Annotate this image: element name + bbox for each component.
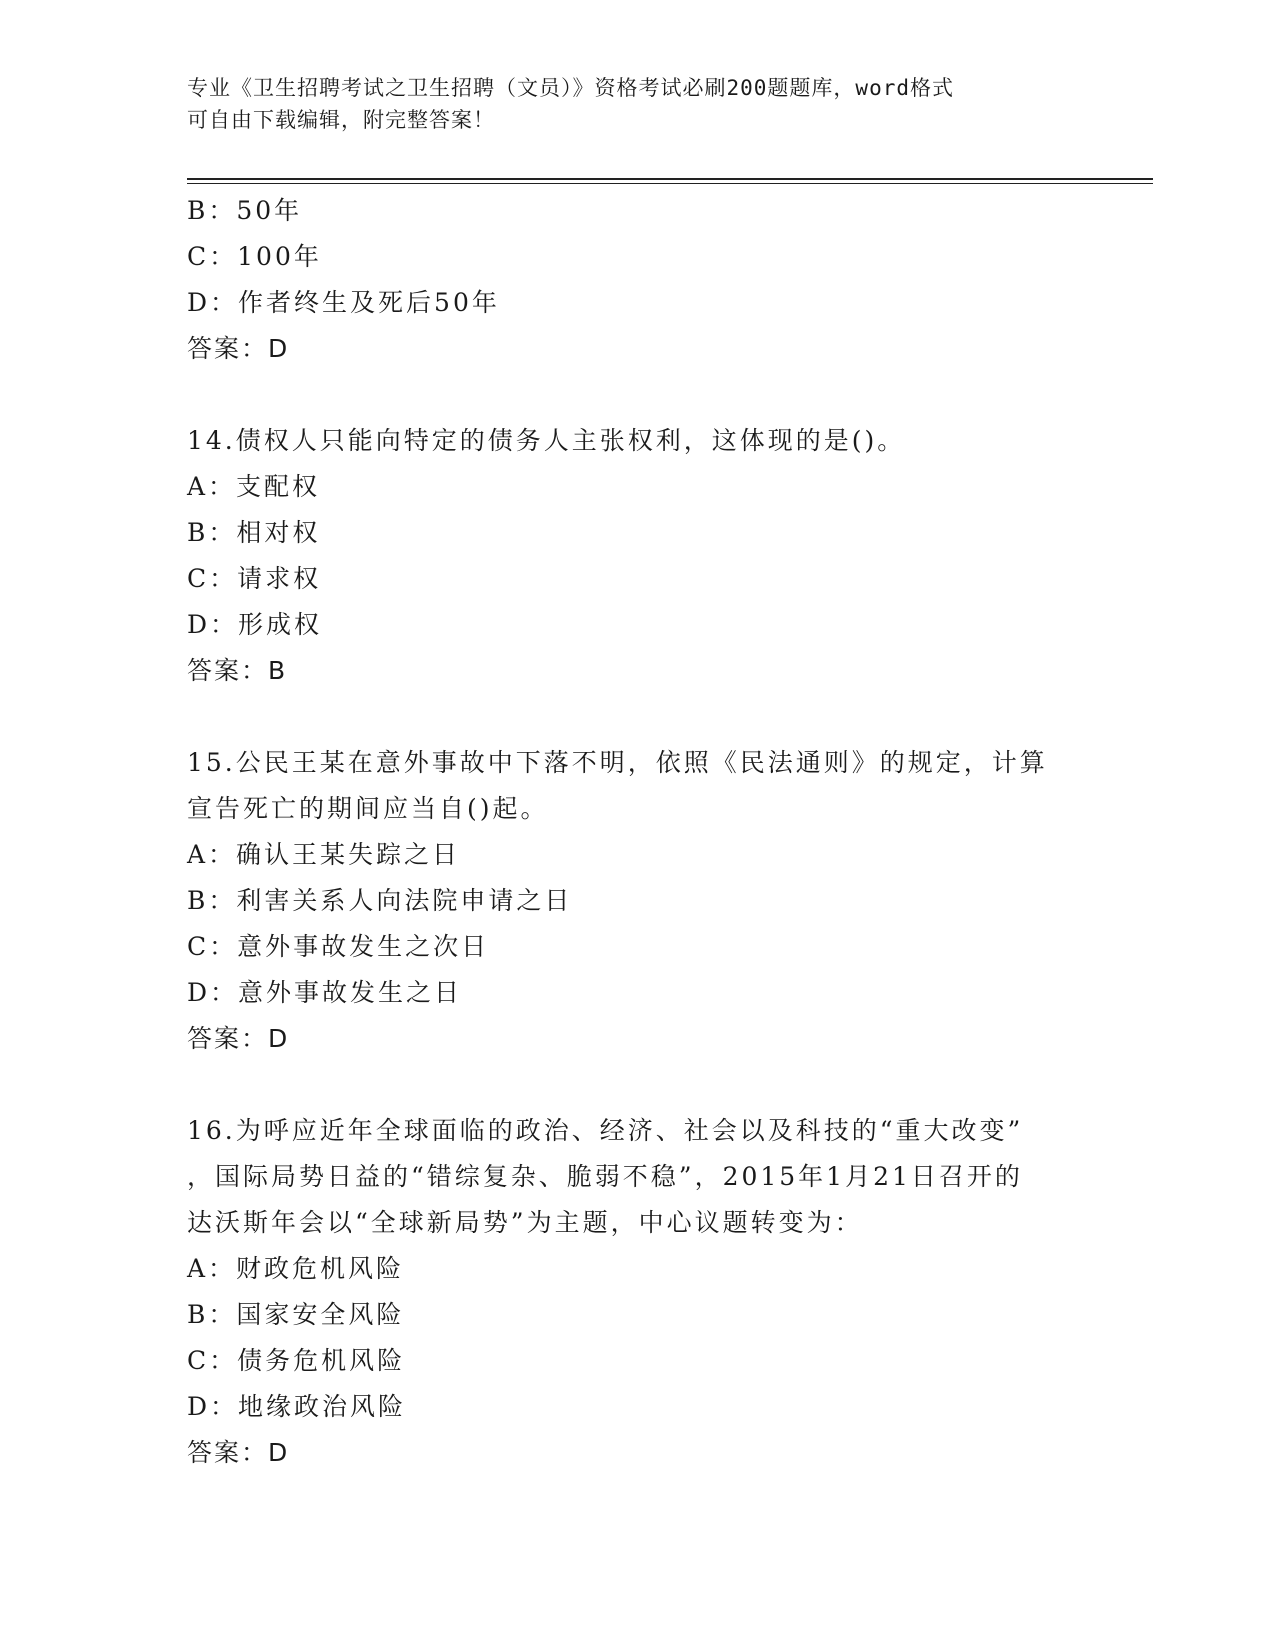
question-text-line-2: 宣告死亡的期间应当自()起。 [187, 794, 549, 823]
option-c: C：债务危机风险 [187, 1346, 406, 1375]
header-line-1: 专业《卫生招聘考试之卫生招聘（文员）》资格考试必刷200题题库，word格式 [187, 76, 954, 100]
question-list [187, 188, 1087, 1476]
spacer [187, 1062, 1087, 1108]
option-c: C：意外事故发生之次日 [187, 932, 490, 961]
answer-line: 答案：B [187, 656, 288, 685]
option-b: B：相对权 [187, 518, 321, 547]
answer-line: 答案：D [187, 1024, 290, 1053]
option-b: B：50年 [187, 196, 303, 225]
option-b: B：国家安全风险 [187, 1300, 405, 1329]
question-text-line-3: 达沃斯年会以“全球新局势”为主题，中心议题转变为： [187, 1208, 863, 1237]
spacer [187, 694, 1087, 740]
header-divider-thick [187, 178, 1153, 180]
option-a: A：支配权 [187, 472, 321, 501]
header-line-2: 可自由下载编辑，附完整答案！ [187, 108, 495, 132]
header-divider-thin [187, 183, 1153, 184]
option-d: D：意外事故发生之日 [187, 978, 463, 1007]
question-text: 14.债权人只能向特定的债务人主张权利，这体现的是()。 [187, 426, 906, 455]
question-text-line-2: ，国际局势日益的“错综复杂、脆弱不稳”，2015年1月21日召开的 [187, 1162, 1023, 1191]
option-d: D：形成权 [187, 610, 323, 639]
answer-line: 答案：D [187, 334, 290, 363]
spacer [187, 372, 1087, 418]
question-block-16 [187, 1108, 1087, 1476]
question-block-14 [187, 418, 1087, 694]
question-block-15 [187, 740, 1087, 1062]
option-d: D：作者终生及死后50年 [187, 288, 500, 317]
question-block-13 [187, 188, 1087, 372]
option-a: A：确认王某失踪之日 [187, 840, 461, 869]
option-a: A：财政危机风险 [187, 1254, 405, 1283]
option-c: C：100年 [187, 242, 322, 271]
option-b: B：利害关系人向法院申请之日 [187, 886, 573, 915]
question-text-line-1: 15.公民王某在意外事故中下落不明，依照《民法通则》的规定，计算 [187, 748, 1048, 777]
option-c: C：请求权 [187, 564, 322, 593]
question-text-line-1: 16.为呼应近年全球面临的政治、经济、社会以及科技的“重大改变” [187, 1116, 1024, 1145]
option-d: D：地缘政治风险 [187, 1392, 407, 1421]
answer-line: 答案：D [187, 1438, 290, 1467]
document-header [187, 72, 1087, 136]
